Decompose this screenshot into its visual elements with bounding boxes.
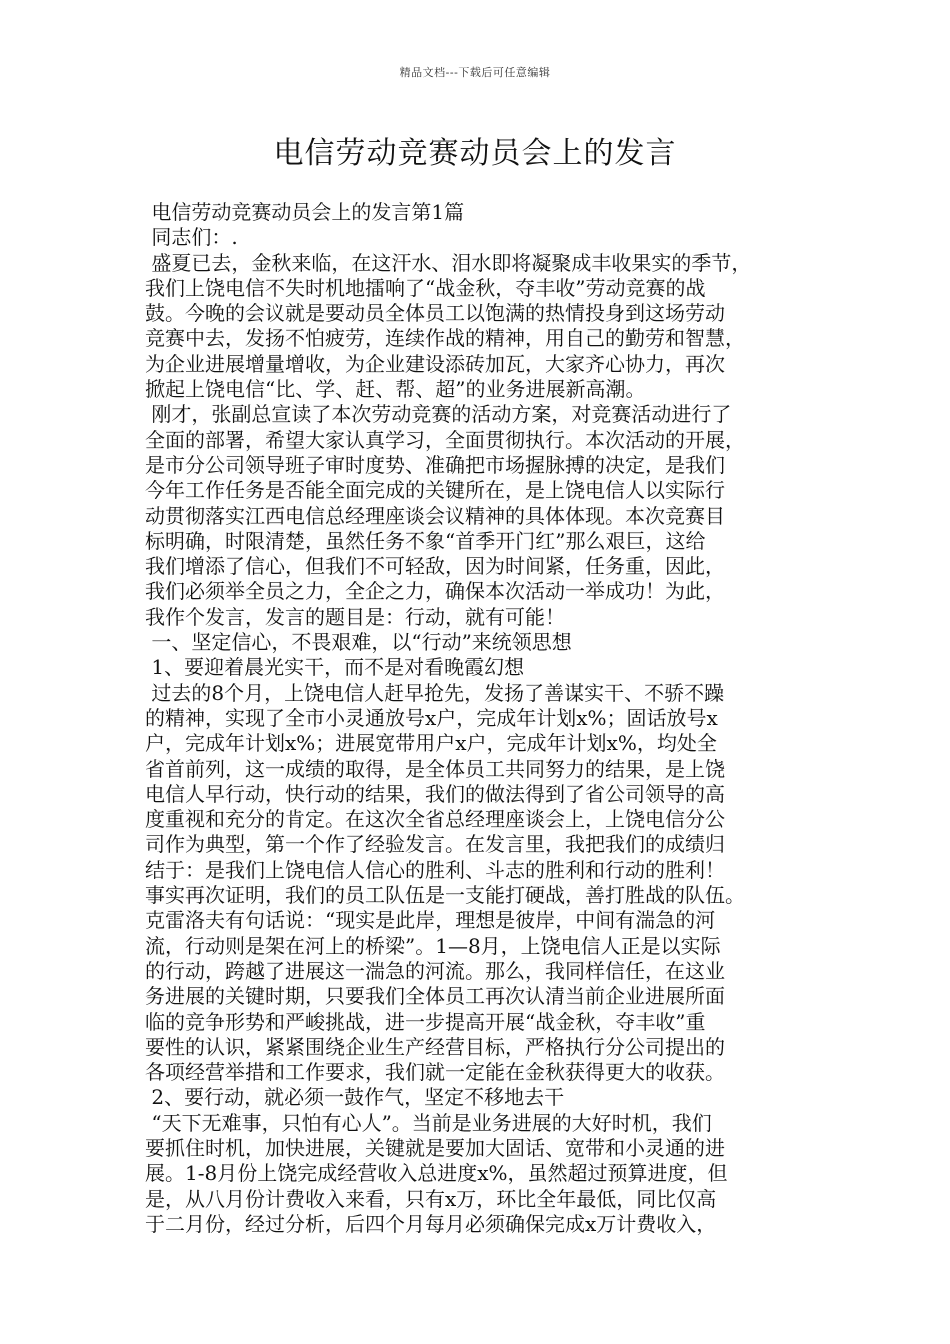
- body-line: 掀起上饶电信“比、学、赶、帮、超”的业务进展新高潮。: [145, 377, 646, 402]
- body-line: 展。1-8月份上饶完成经营收入总进度x%，虽然超过预算进度，但: [145, 1161, 728, 1186]
- body-line: 标明确，时限清楚，虽然任务不象“首季开门红”那么艰巨，这给: [145, 528, 706, 553]
- body-line: 鼓。今晚的会议就是要动员全体员工以饱满的热情投身到这场劳动: [145, 301, 725, 326]
- body-line: 度重视和充分的肯定。在这次全省总经理座谈会上，上饶电信分公: [145, 807, 725, 832]
- body-line: 为企业进展增量增收，为企业建设添砖加瓦，大家齐心协力，再次: [145, 351, 725, 376]
- body-line: 我作个发言，发言的题目是：行动，就有可能！: [145, 604, 565, 629]
- body-line: 刚才，张副总宣读了本次劳动竞赛的活动方案，对竞赛活动进行了: [145, 402, 732, 427]
- section-heading: 一、坚定信心，不畏艰难，以“行动”来统领思想: [145, 630, 572, 655]
- body-line: 的行动，跨越了进展这一湍急的河流。那么，我同样信任，在这业: [145, 958, 725, 983]
- body-line: 竞赛中去，发扬不怕疲劳，连续作战的精神，用自己的勤劳和智慧，: [145, 326, 745, 351]
- body-line: 我们上饶电信不失时机地擂响了“战金秋，夺丰收”劳动竞赛的战: [145, 275, 706, 300]
- body-line: 我们必须举全员之力，全企之力，确保本次活动一举成功！为此，: [145, 579, 725, 604]
- body-line: 盛夏已去，金秋来临，在这汗水、泪水即将凝聚成丰收果实的季节，: [145, 250, 752, 275]
- body-line: 临的竞争形势和严峻挑战，进一步提高开展“战金秋，夺丰收”重: [145, 1009, 706, 1034]
- body-line: 户，完成年计划x%；进展宽带用户x户，完成年计划x%，均处全: [145, 731, 717, 756]
- subsection-heading: 2、要行动，就必须一鼓作气，坚定不移地去干: [145, 1085, 565, 1110]
- body-line: 要抓住时机，加快进展，关键就是要加大固话、宽带和小灵通的进: [145, 1135, 725, 1160]
- subsection-heading: 1、要迎着晨光实干，而不是对看晚霞幻想: [145, 655, 525, 680]
- body-line: 务进展的关键时期，只要我们全体员工再次认清当前企业进展所面: [145, 984, 725, 1009]
- body-line: 的精神，实现了全市小灵通放号x户，完成年计划x%；固话放号x: [145, 705, 718, 730]
- document-body: [145, 200, 825, 1237]
- document-title: 电信劳动竞赛动员会上的发言: [273, 136, 677, 171]
- body-line: 要性的认识，紧紧围绕企业生产经营目标，严格执行分公司提出的: [145, 1034, 725, 1059]
- body-line: 同志们：.: [145, 225, 238, 250]
- body-line: 电信劳动竞赛动员会上的发言第1篇: [145, 200, 465, 224]
- body-line: 全面的部署，希望大家认真学习，全面贯彻执行。本次活动的开展，: [145, 427, 745, 452]
- body-line: 我们增添了信心，但我们不可轻敌，因为时间紧，任务重，因此，: [145, 554, 725, 579]
- body-line: 今年工作任务是否能全面完成的关键所在，是上饶电信人以实际行: [145, 478, 725, 503]
- body-line: 事实再次证明，我们的员工队伍是一支能打硬战，善打胜战的队伍。: [145, 883, 745, 908]
- body-line: 是，从八月份计费收入来看，只有x万，环比全年最低，同比仅高: [145, 1186, 717, 1211]
- body-line: 省首前列，这一成绩的取得，是全体员工共同努力的结果，是上饶: [145, 756, 725, 781]
- body-line: 于二月份，经过分析，后四个月每月必须确保完成x万计费收入，: [145, 1211, 717, 1236]
- body-line: 司作为典型，第一个作了经验发言。在发言里，我把我们的成绩归: [145, 832, 725, 857]
- body-line: 各项经营举措和工作要求，我们就一定能在金秋获得更大的收获。: [145, 1060, 725, 1085]
- body-line: 动贯彻落实江西电信总经理座谈会议精神的具体体现。本次竞赛目: [145, 503, 725, 528]
- header-note: 精品文档---下载后可任意编辑: [399, 66, 551, 79]
- body-line: 结于：是我们上饶电信人信心的胜利、斗志的胜利和行动的胜利！: [145, 857, 725, 882]
- body-line: 流，行动则是架在河上的桥梁”。1—8月，上饶电信人正是以实际: [145, 933, 721, 958]
- body-line: 过去的8个月，上饶电信人赶早抢先，发扬了善谋实干、不骄不躁: [145, 680, 725, 705]
- body-line: “天下无难事，只怕有心人”。当前是业务进展的大好时机，我们: [145, 1110, 712, 1135]
- body-line: 电信人早行动，快行动的结果，我们的做法得到了省公司领导的高: [145, 781, 725, 806]
- body-line: 克雷洛夫有句话说：“现实是此岸，理想是彼岸，中间有湍急的河: [145, 908, 716, 933]
- body-line: 是市分公司领导班子审时度势、准确把市场握脉搏的决定，是我们: [145, 452, 725, 477]
